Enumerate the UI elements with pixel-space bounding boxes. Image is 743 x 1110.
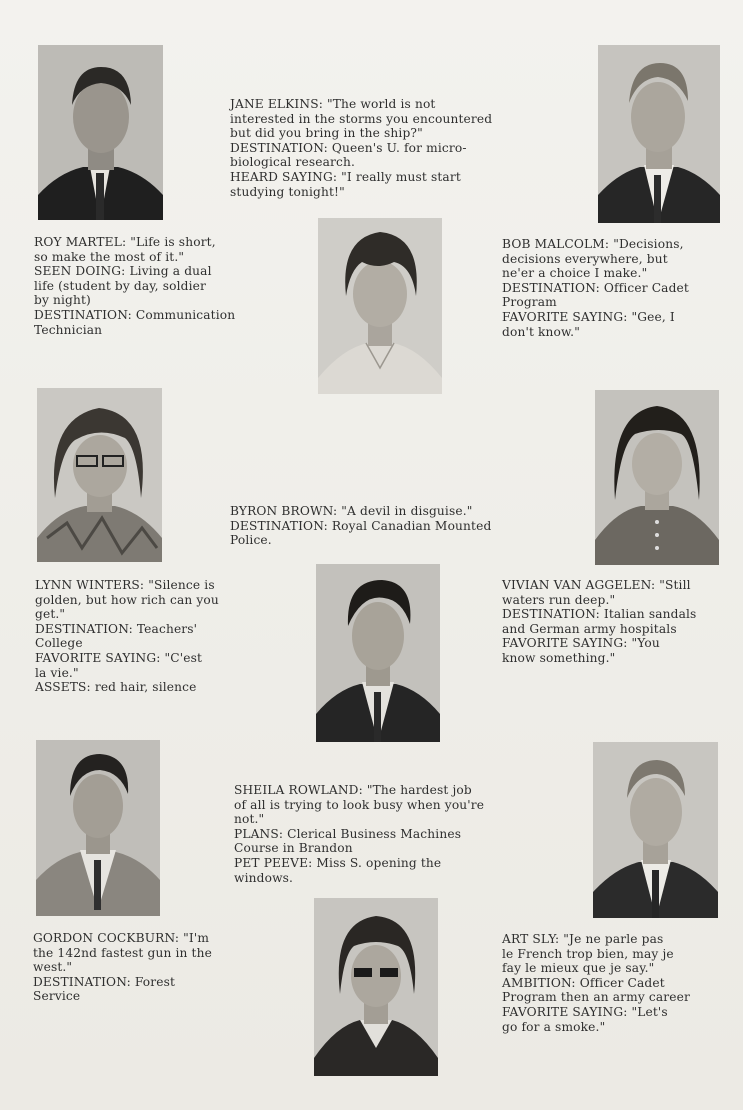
caption-art-sly xyxy=(502,932,690,1034)
caption-line: DESTINATION: Royal Canadian Mounted xyxy=(230,518,492,533)
caption-byron-brown xyxy=(230,504,491,548)
caption-line: life (student by day, soldier xyxy=(34,278,207,293)
caption-jane-elkins xyxy=(230,97,492,199)
roy-martel-photo xyxy=(38,45,163,220)
caption-line: College xyxy=(35,636,83,651)
caption-line: but did you bring in the ship?" xyxy=(230,126,423,141)
caption-bob-malcolm xyxy=(502,237,689,339)
caption-line: DESTINATION: Italian sandals xyxy=(502,607,697,622)
caption-line: waters run deep." xyxy=(502,592,616,607)
caption-line: golden, but how rich can you xyxy=(35,592,219,607)
caption-line: DESTINATION: Queen's U. for micro- xyxy=(230,140,467,155)
caption-line: JANE ELKINS: "The world is not xyxy=(230,97,436,111)
caption-line: DESTINATION: Officer Cadet xyxy=(502,280,689,295)
jane-elkins-photo xyxy=(318,218,442,394)
caption-line: GORDON COCKBURN: "I'm xyxy=(33,931,210,945)
caption-line: west." xyxy=(33,960,73,975)
caption-roy-martel xyxy=(34,235,235,337)
caption-line: not." xyxy=(234,812,265,827)
caption-line: decisions everywhere, but xyxy=(502,251,668,266)
vivian-van-aggelen-photo xyxy=(595,390,719,565)
caption-line: Course in Brandon xyxy=(234,841,353,856)
caption-line: Technician xyxy=(34,322,103,337)
lynn-winters-photo xyxy=(37,388,162,562)
caption-line: the 142nd fastest gun in the xyxy=(33,945,212,960)
caption-line: FAVORITE SAYING: "Let's xyxy=(502,1004,668,1019)
caption-line: biological research. xyxy=(230,155,355,170)
caption-line: BOB MALCOLM: "Decisions, xyxy=(502,237,684,251)
caption-line: FAVORITE SAYING: "You xyxy=(502,636,660,651)
caption-line: SHEILA ROWLAND: "The hardest job xyxy=(234,783,472,797)
caption-lynn-winters xyxy=(35,578,219,695)
caption-line: interested in the storms you encountered xyxy=(230,111,493,126)
caption-line: Program xyxy=(502,295,557,310)
caption-line: by night) xyxy=(34,293,91,308)
gordon-cockburn-photo xyxy=(36,740,160,916)
caption-line: Program then an army career xyxy=(502,990,690,1005)
caption-vivian-van-aggelen xyxy=(502,578,696,666)
caption-line: and German army hospitals xyxy=(502,621,677,636)
bob-malcolm-photo xyxy=(598,45,720,223)
caption-line: DESTINATION: Teachers' xyxy=(35,621,198,636)
caption-line: la vie." xyxy=(35,665,79,680)
caption-line: AMBITION: Officer Cadet xyxy=(502,975,665,990)
caption-line: ASSETS: red hair, silence xyxy=(35,680,197,695)
caption-gordon-cockburn xyxy=(33,931,212,1004)
caption-line: DESTINATION: Forest xyxy=(33,974,176,989)
art-sly-photo xyxy=(593,742,718,918)
byron-brown-photo xyxy=(316,564,440,742)
caption-line: PET PEEVE: Miss S. opening the xyxy=(234,855,442,870)
caption-line: VIVIAN VAN AGGELEN: "Still xyxy=(502,578,691,592)
caption-line: of all is trying to look busy when you're xyxy=(234,797,485,812)
caption-line: SEEN DOING: Living a dual xyxy=(34,264,212,279)
sheila-rowland-photo xyxy=(314,898,438,1076)
caption-line: Police. xyxy=(230,533,272,548)
caption-line: le French trop bien, may je xyxy=(502,946,674,961)
caption-line: PLANS: Clerical Business Machines xyxy=(234,826,462,841)
caption-line: BYRON BROWN: "A devil in disguise." xyxy=(230,504,473,518)
caption-line: ART SLY: "Je ne parle pas xyxy=(502,932,664,946)
caption-line: go for a smoke." xyxy=(502,1019,606,1034)
caption-line: know something." xyxy=(502,650,616,665)
caption-line: DESTINATION: Communication xyxy=(34,307,236,322)
caption-line: FAVORITE SAYING: "Gee, I xyxy=(502,309,675,324)
caption-line: FAVORITE SAYING: "C'est xyxy=(35,650,203,665)
caption-line: windows. xyxy=(234,870,294,885)
caption-line: ne'er a choice I make." xyxy=(502,266,648,281)
caption-line: get." xyxy=(35,607,66,622)
caption-line: studying tonight!" xyxy=(230,184,345,199)
caption-line: so make the most of it." xyxy=(34,249,185,264)
caption-line: fay le mieux que je say." xyxy=(502,961,655,976)
caption-line: LYNN WINTERS: "Silence is xyxy=(35,578,215,592)
caption-line: Service xyxy=(33,989,81,1004)
caption-sheila-rowland xyxy=(234,783,484,885)
caption-line: ROY MARTEL: "Life is short, xyxy=(34,235,216,249)
caption-line: HEARD SAYING: "I really must start xyxy=(230,169,461,184)
caption-line: don't know." xyxy=(502,324,580,339)
